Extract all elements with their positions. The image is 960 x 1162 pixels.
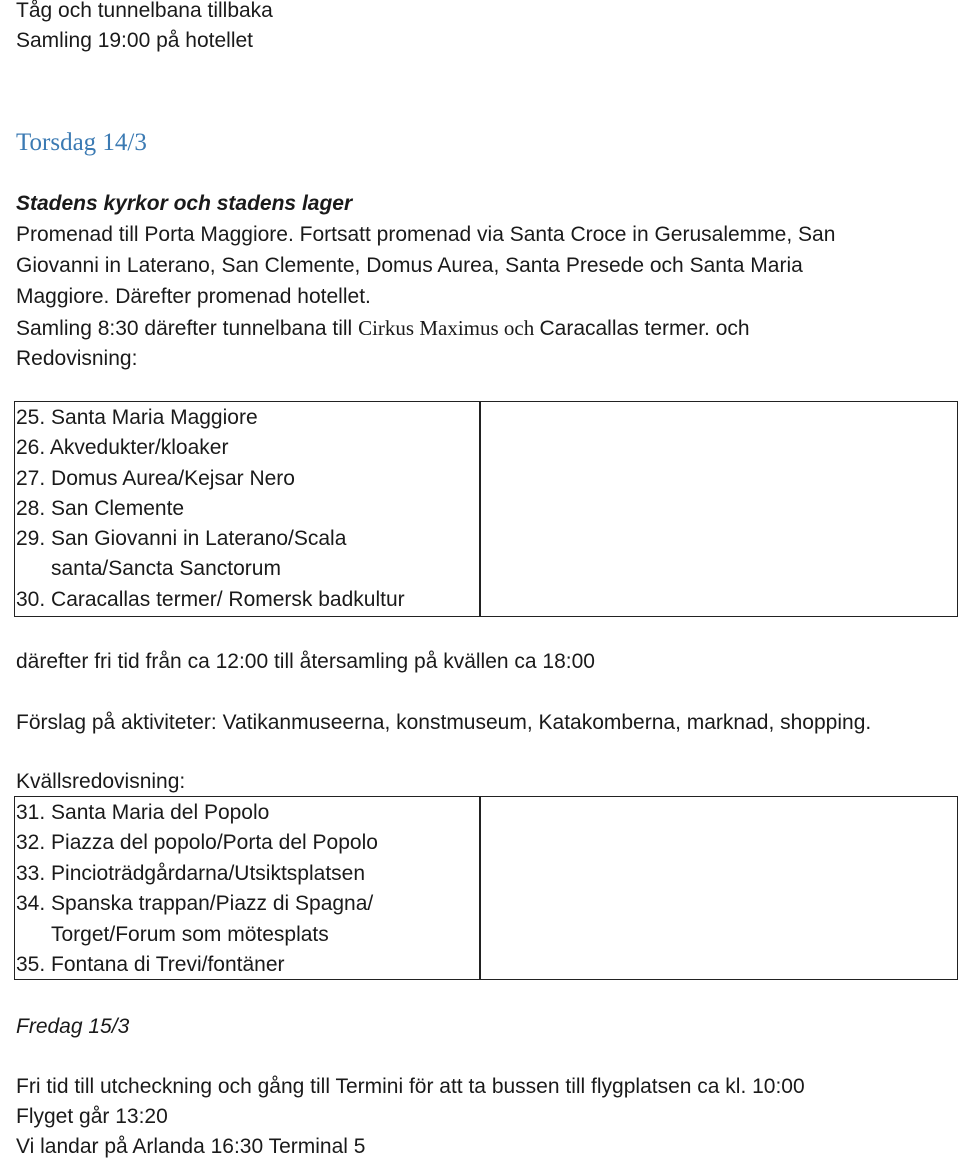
report-item-29-continued: santa/Sancta Sanctorum xyxy=(51,557,281,580)
report-item-25: 25. Santa Maria Maggiore xyxy=(16,406,258,429)
friday-line-2: Flyget går 13:20 xyxy=(16,1105,168,1128)
meeting-line-part-1: Samling 8:30 därefter tunnelbana till xyxy=(16,317,359,340)
thursday-theme: Stadens kyrkor och stadens lager xyxy=(16,192,353,215)
report-item-30: 30. Caracallas termer/ Romersk badkultur xyxy=(16,588,405,611)
evening-item-34: 34. Spanska trappan/Piazz di Spagna/ xyxy=(16,892,374,915)
meeting-line-part-3: Caracallas termer. och xyxy=(539,317,750,340)
report-item-26: 26. Akvedukter/kloaker xyxy=(16,436,229,459)
intro-line-2: Samling 19:00 på hotellet xyxy=(16,29,253,52)
free-time-line: därefter fri tid från ca 12:00 till återsamling på kvällen ca 18:00 xyxy=(16,650,595,673)
report-label: Redovisning: xyxy=(16,347,138,370)
evening-item-33: 33. Pincioträdgårdarna/Utsiktsplatsen xyxy=(16,862,366,885)
evening-item-31: 31. Santa Maria del Popolo xyxy=(16,801,270,824)
report-item-28: 28. San Clemente xyxy=(16,497,185,520)
meeting-line xyxy=(16,315,750,342)
friday-heading: Fredag 15/3 xyxy=(16,1015,130,1038)
friday-line-1: Fri tid till utcheckning och gång till Termini för att ta bussen till flygplatsen ca kl. 10:00 xyxy=(16,1075,805,1098)
evening-item-35: 35. Fontana di Trevi/fontäner xyxy=(16,953,285,976)
suggestions-line: Förslag på aktiviteter: Vatikanmuseerna, konstmuseum, Katakomberna, marknad, shopping. xyxy=(16,711,872,734)
walk-line-1: Promenad till Porta Maggiore. Fortsatt promenad via Santa Croce in Gerusalemme, San xyxy=(16,223,836,246)
intro-line-1: Tåg och tunnelbana tillbaka xyxy=(16,0,273,22)
evening-report-label: Kvällsredovisning: xyxy=(16,770,186,793)
evening-item-32: 32. Piazza del popolo/Porta del Popolo xyxy=(16,831,378,854)
friday-line-3: Vi landar på Arlanda 16:30 Terminal 5 xyxy=(16,1135,366,1158)
walk-line-3: Maggiore. Därefter promenad hotellet. xyxy=(16,285,371,308)
report-table-divider xyxy=(479,401,481,617)
thursday-heading: Torsdag 14/3 xyxy=(16,129,147,156)
meeting-line-part-2: Cirkus Maximus och xyxy=(358,316,540,340)
walk-line-2: Giovanni in Laterano, San Clemente, Domus Aurea, Santa Presede och Santa Maria xyxy=(16,254,803,277)
evening-item-34-continued: Torget/Forum som mötesplats xyxy=(51,923,329,946)
evening-table-divider xyxy=(479,796,481,980)
report-item-27: 27. Domus Aurea/Kejsar Nero xyxy=(16,467,295,490)
report-item-29: 29. San Giovanni in Laterano/Scala xyxy=(16,527,347,550)
